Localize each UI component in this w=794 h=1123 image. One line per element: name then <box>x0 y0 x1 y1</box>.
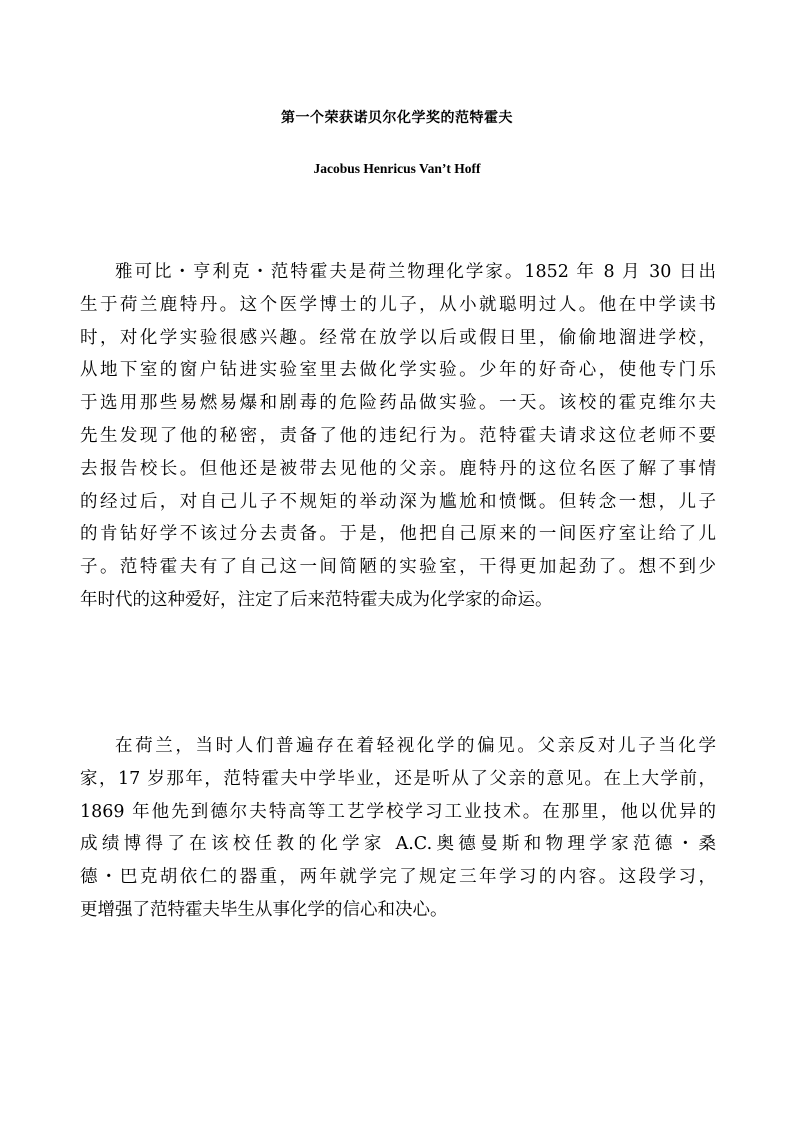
document-title: 第一个荣获诺贝尔化学奖的范特霍夫 <box>281 110 513 126</box>
text-line: 在荷兰，当时人们普遍存在着轻视化学的偏见。父亲反对儿子当化学 <box>115 736 716 756</box>
text-line: 于选用那些易燃易爆和剧毒的危险药品做实验。一天。该校的霍克维尔夫 <box>80 393 716 414</box>
text-line: 先生发现了他的秘密，责备了他的违纪行为。范特霍夫请求这位老师不要 <box>80 425 716 446</box>
text-line: 去报告校长。但他还是被带去见他的父亲。鹿特丹的这位名医了解了事情 <box>80 458 716 479</box>
text-line: 从地下室的窗户钻进实验室里去做化学实验。少年的好奇心，使他专门乐 <box>80 360 716 381</box>
text-line: 的经过后，对自己儿子不规矩的举动深为尴尬和愤慨。但转念一想，儿子 <box>80 491 716 512</box>
text-line: 子。范特霍夫有了自己这一间简陋的实验室，干得更加起劲了。想不到少 <box>80 557 716 578</box>
text-line: 更增强了范特霍夫毕生从事化学的信心和决心。 <box>80 899 448 920</box>
text-line: 的肯钻好学不该过分去责备。于是，他把自己原来的一间医疗室让给了儿 <box>80 524 716 545</box>
text-line: 雅可比・亨利克・范特霍夫是荷兰物理化学家。1852 年 8 月 30 日出 <box>115 262 716 282</box>
text-line: 生于荷兰鹿特丹。这个医学博士的儿子，从小就聪明过人。他在中学读书 <box>80 294 716 315</box>
document-subtitle: Jacobus Henricus Van’t Hoff <box>313 161 481 176</box>
text-line: 年时代的这种爱好，注定了后来范特霍夫成为化学家的命运。 <box>80 589 553 610</box>
text-line: 德・巴克胡依仁的器重，两年就学完了规定三年学习的内容。这段学习， <box>80 867 716 888</box>
text-line: 成绩博得了在该校任教的化学家 A.C.奥德曼斯和物理学家范德・桑 <box>80 834 716 855</box>
text-line: 1869 年他先到德尔夫特高等工艺学校学习工业技术。在那里，他以优异的 <box>80 801 716 822</box>
paragraph-2 <box>80 730 716 927</box>
text-line: 家，17 岁那年，范特霍夫中学毕业，还是听从了父亲的意见。在上大学前， <box>80 768 716 789</box>
paragraph-1 <box>80 256 716 617</box>
text-line: 时，对化学实验很感兴趣。经常在放学以后或假日里，偷偷地溜进学校， <box>80 327 716 348</box>
